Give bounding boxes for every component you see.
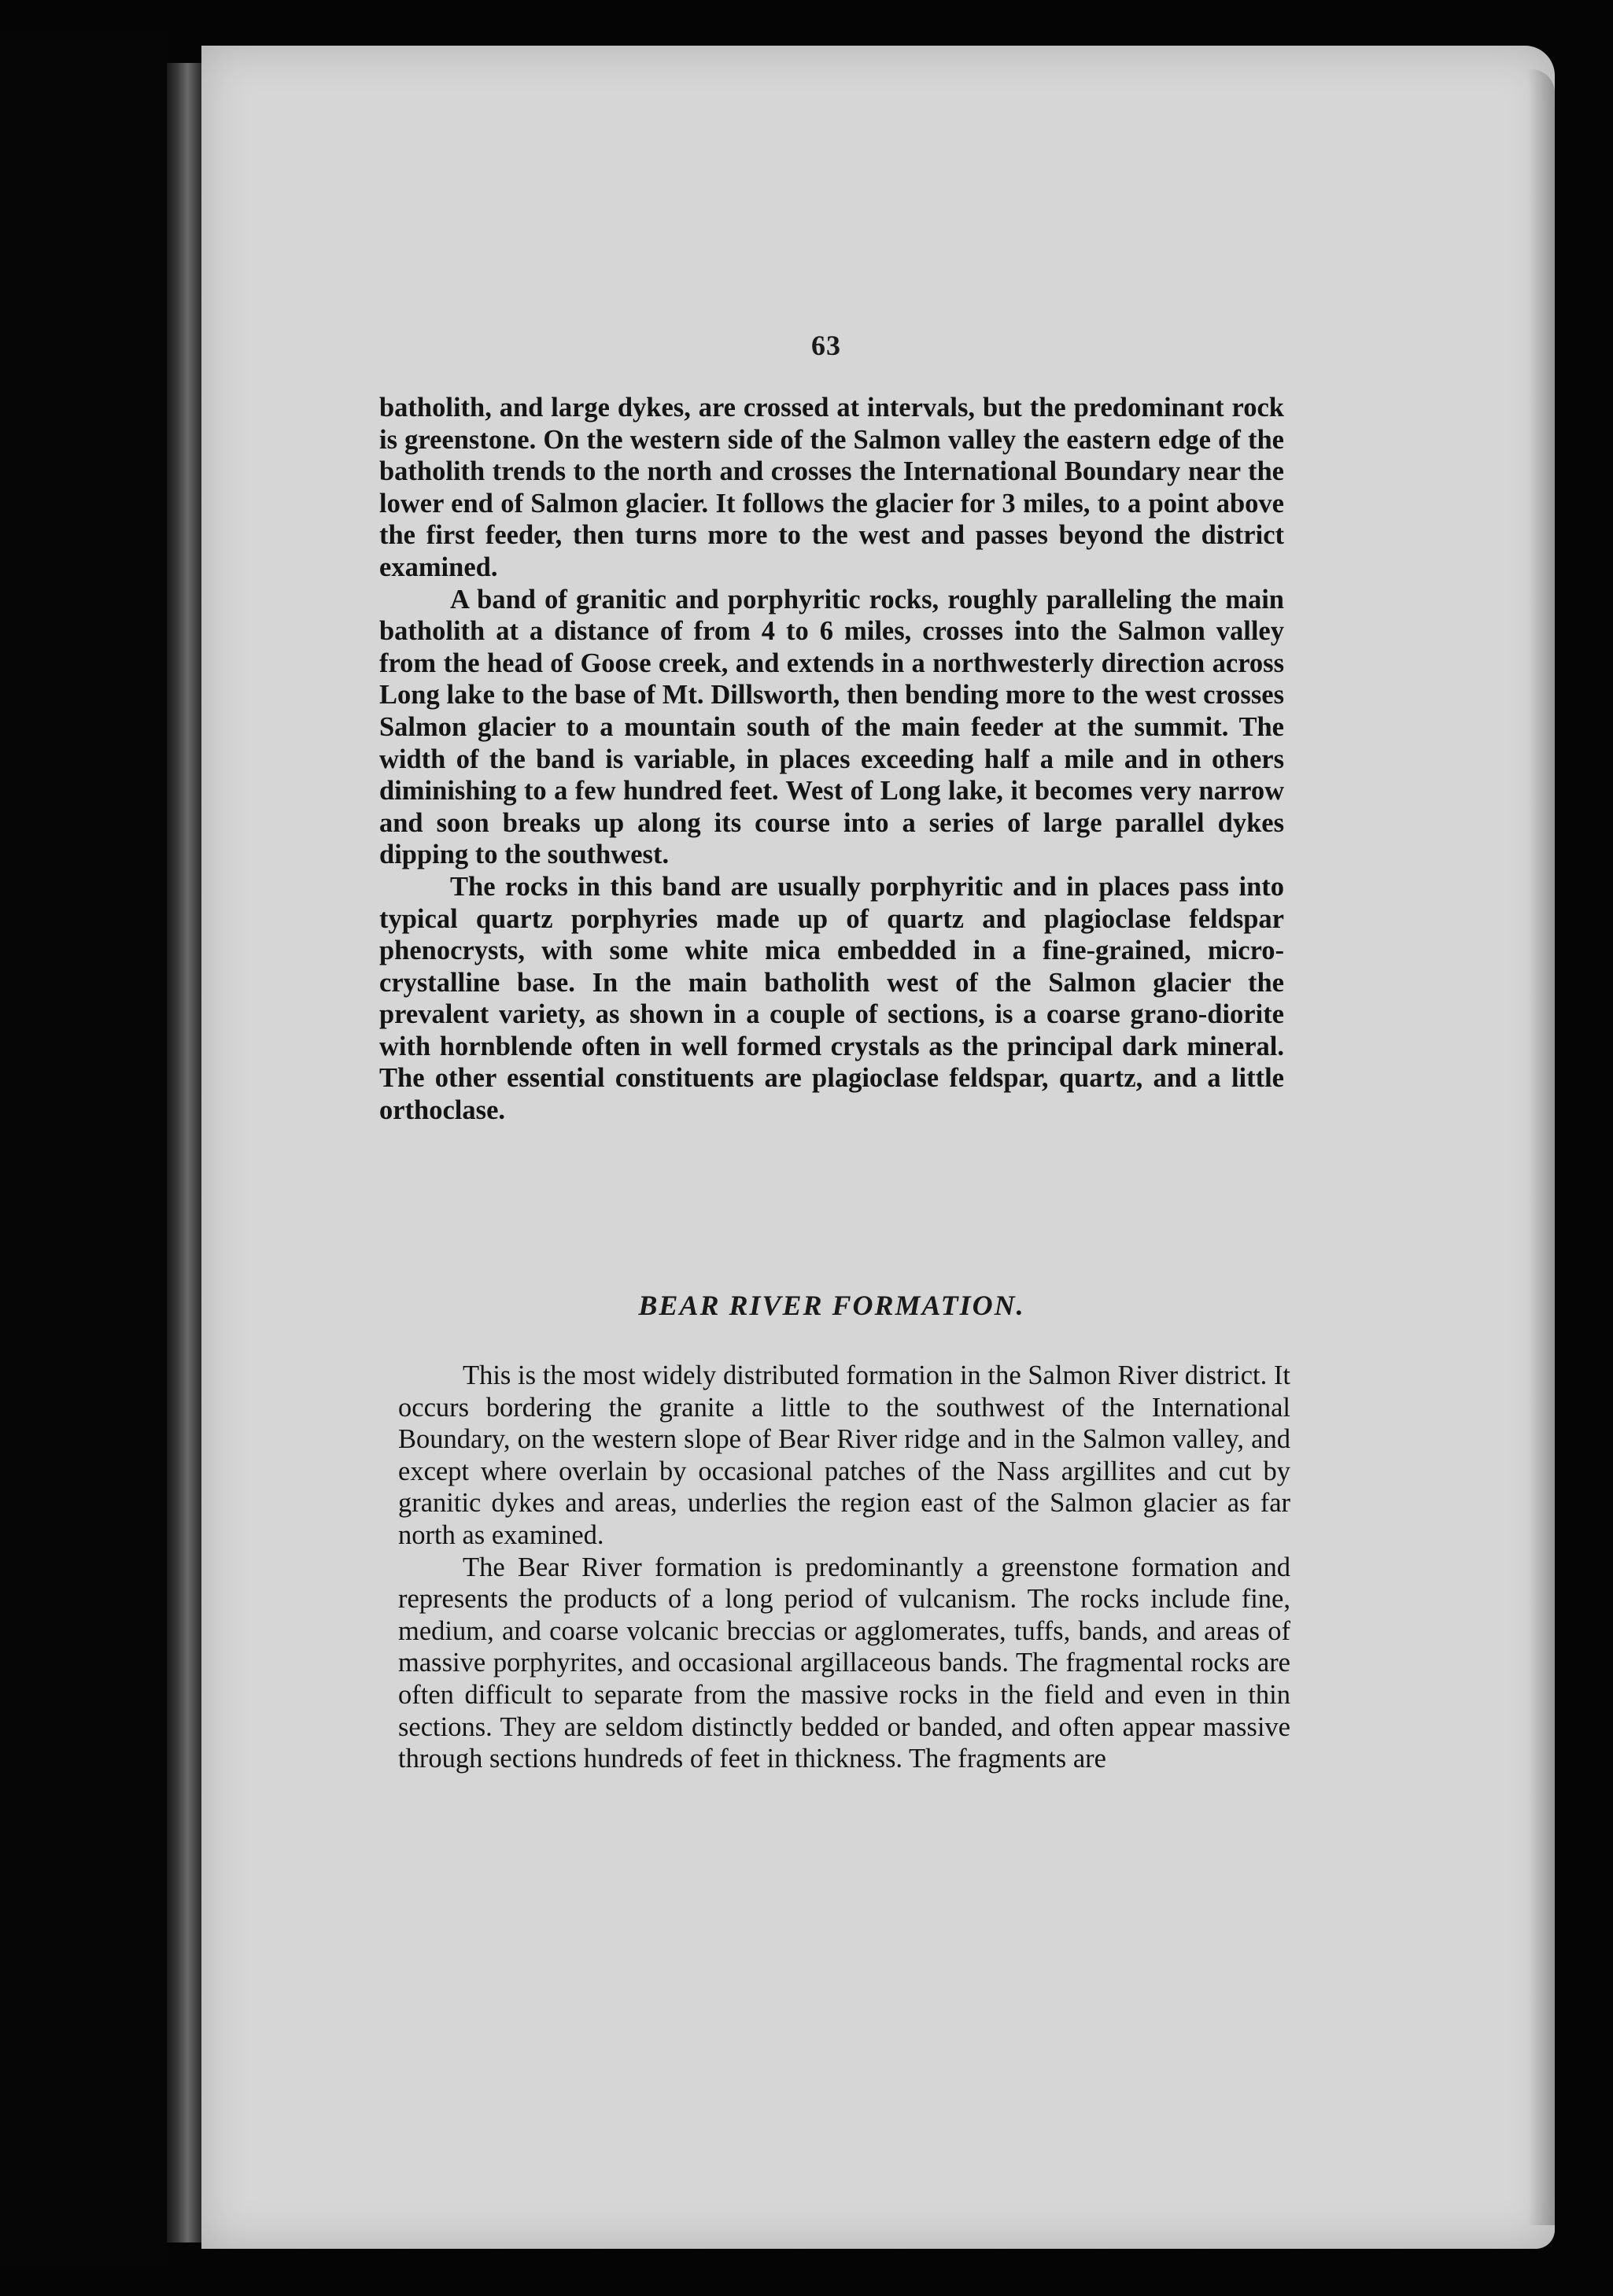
paragraph-1: batholith, and large dykes, are crossed at intervals, but the predominant rock is greenstone. On the western side of the Salmon valley the eastern edge of the batholith trends to the north and crosses the International Boundary near the lower end of Salmon glacier. It follows the glacier for 3 miles, to a point above the first feeder, then turns more to the west and passes beyond the district examined. (379, 393, 1284, 582)
paragraph-4: This is the most widely distributed formation in the Salmon River district. It occurs bordering the granite a little to the southwest of the International Boundary, on the western slope of Bear River ridge and in the Salmon valley, and except where overlain by occasional patches of the Nass argillites and cut by granitic dykes and areas, underlies the region east of the Salmon glacier as far north as examined. (398, 1360, 1290, 1550)
paragraph-3: The rocks in this band are usually porphyritic and in places pass into typical quartz porphyries made up of quartz and plagioclase feldspar phenocrysts, with some white mica embedded in a fine-grained, micro-crystalline base. In the main batholith west of the Salmon glacier the prevalent variety, as shown in a couple of sections, is a coarse grano-diorite with hornblende often in well formed crystals as the principal dark mineral. The other essential constituents are plagioclase feldspar, quartz, and a little orthoclase. (379, 871, 1284, 1126)
left-page-edge (0, 31, 167, 2266)
section-heading: BEAR RIVER FORMATION. (638, 1290, 1025, 1321)
book-page (201, 46, 1555, 2249)
body-text-section-2 (398, 1360, 1290, 1775)
paragraph-2: A band of granitic and porphyritic rocks, roughly paralleling the main batholith at a distance of from 4 to 6 miles, crosses into the Salmon valley from the head of Goose creek, and extends in a northwesterly direction across Long lake to the base of Mt. Dillsworth, then bending more to the west crosses Salmon glacier to a mountain south of the main feeder at the summit. The width of the band is variable, in places exceeding half a mile and in others diminishing to a few hundred feet. West of Long lake, it becomes very narrow and soon breaks up along its course into a series of large parallel dykes dipping to the southwest. (379, 584, 1284, 870)
paragraph-5: The Bear River formation is predominantly a greenstone formation and represents the products of a long period of vulcanism. The rocks include fine, medium, and coarse volcanic breccias or agglomerates, tuffs, bands, and areas of massive porphyrites, and occasional argillaceous bands. The fragmental rocks are often difficult to separate from the massive rocks in the field and even in thin sections. They are seldom distinctly bedded or banded, and often appear massive through sections hundreds of feet in thickness. The fragments are (398, 1552, 1290, 1774)
body-text-section-1 (379, 392, 1284, 1127)
page-number: 63 (811, 330, 841, 361)
book-spine-shadow (167, 63, 201, 2242)
